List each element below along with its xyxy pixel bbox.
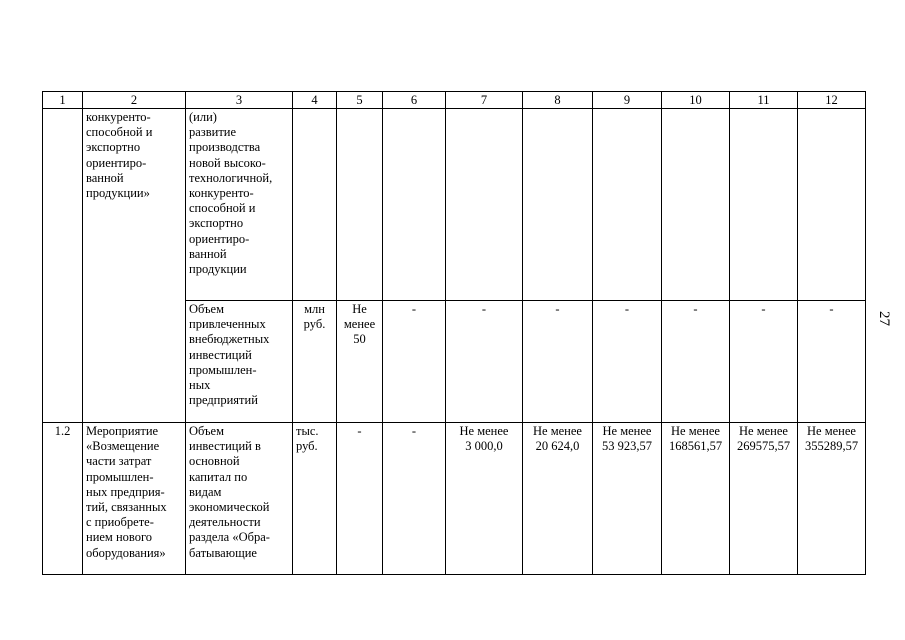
measure-text: конкуренто- способной и экспортно ориентиро- ванной продукции» [86, 110, 153, 201]
indicator-text: (или) развитие производства новой высоко- технологичной, конкуренто- способной и экспортно ориентиро- ванной продукции [189, 110, 273, 277]
cell-value-col5 [337, 301, 383, 423]
cell-value-col12: - [798, 301, 866, 423]
header-cell-11: 11 [730, 92, 798, 109]
header-cell-12: 12 [798, 92, 866, 109]
cell-indicator [186, 423, 293, 575]
header-cell-5: 5 [337, 92, 383, 109]
cell-number: 1.2 [43, 423, 83, 575]
page-number: 27 [876, 311, 892, 326]
header-cell-3: 3 [186, 92, 293, 109]
cell-empty [383, 109, 446, 301]
header-cell-6: 6 [383, 92, 446, 109]
cell-value-col9: - [593, 301, 662, 423]
cell-empty [798, 109, 866, 301]
cell-value-col11 [730, 423, 798, 575]
cell-value-col6: - [383, 301, 446, 423]
cell-value-col12 [798, 423, 866, 575]
header-row [43, 92, 866, 109]
cell-empty [523, 109, 593, 301]
header-cell-8: 8 [523, 92, 593, 109]
cell-empty [293, 109, 337, 301]
value-text: Не менее 3 000,0 [459, 424, 509, 454]
value-text: Не менее 355289,57 [804, 424, 859, 454]
indicators-table [42, 91, 866, 575]
cell-value-col9 [593, 423, 662, 575]
value-text: Не менее 269575,57 [736, 424, 791, 454]
cell-empty [593, 109, 662, 301]
cell-value-col6: - [383, 423, 446, 575]
table-row [43, 109, 866, 301]
header-cell-7: 7 [446, 92, 523, 109]
value-text: Не менее 168561,57 [668, 424, 723, 454]
value-text: Не менее 50 [343, 302, 376, 347]
header-cell-2: 2 [83, 92, 186, 109]
cell-measure [83, 423, 186, 575]
table-row [43, 423, 866, 575]
value-text: Не менее 53 923,57 [602, 424, 652, 454]
cell-indicator-continued [186, 109, 293, 301]
cell-empty [43, 109, 83, 423]
cell-indicator [186, 301, 293, 423]
cell-value-col7: - [446, 301, 523, 423]
cell-value-col8 [523, 423, 593, 575]
cell-unit [293, 301, 337, 423]
unit-text: тыс. руб. [296, 424, 319, 454]
unit-text: млн руб. [303, 302, 326, 332]
cell-empty [446, 109, 523, 301]
cell-value-col5: - [337, 423, 383, 575]
cell-empty [730, 109, 798, 301]
cell-value-col7 [446, 423, 523, 575]
header-cell-1: 1 [43, 92, 83, 109]
measure-text: Мероприятие «Возмещение части затрат промышлен- ных предприя- тий, связанных с приобрете- нием нового оборудования» [86, 424, 167, 560]
value-text: Не менее 20 624,0 [533, 424, 582, 454]
indicator-text: Объем инвестиций в основной капитал по видам экономической деятельности раздела «Обра- батывающие [189, 424, 270, 560]
cell-value-col10: - [662, 301, 730, 423]
cell-value-col10 [662, 423, 730, 575]
cell-measure-continued [83, 109, 186, 423]
header-cell-4: 4 [293, 92, 337, 109]
cell-value-col11: - [730, 301, 798, 423]
indicator-text: Объем привлеченных внебюджетных инвестиций промышлен- ных предприятий [189, 302, 270, 408]
cell-value-col8: - [523, 301, 593, 423]
cell-unit [293, 423, 337, 575]
header-cell-10: 10 [662, 92, 730, 109]
header-cell-9: 9 [593, 92, 662, 109]
cell-empty [662, 109, 730, 301]
cell-empty [337, 109, 383, 301]
